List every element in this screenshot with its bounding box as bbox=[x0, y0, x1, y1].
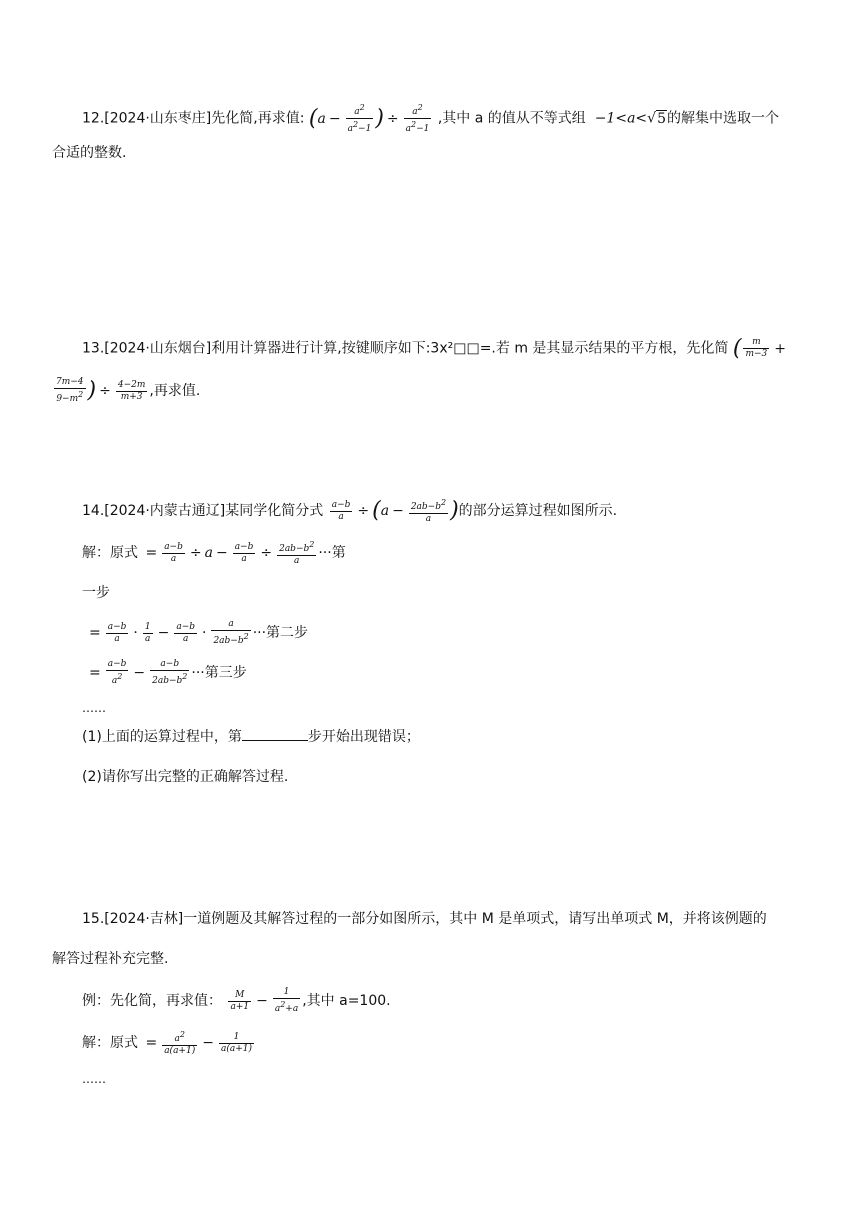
question-13-line2 bbox=[52, 377, 200, 405]
question-14-solution-label: 解：原式 bbox=[82, 545, 138, 561]
question-14-sub1-prefix: (1)上面的运算过程中，第 bbox=[82, 729, 242, 745]
question-14-step1-tail: ···第 bbox=[318, 545, 346, 561]
question-13-line1 bbox=[82, 337, 789, 360]
question-14-sub2: (2)请你写出完整的正确解答过程. bbox=[82, 769, 289, 785]
question-14-suffix: 的部分运算过程如图所示. bbox=[458, 503, 618, 519]
question-14-ellipsis: …… bbox=[82, 701, 106, 715]
question-12-prefix: 12.[2024·山东枣庄]先化简,再求值: bbox=[82, 110, 305, 127]
question-14-step1 bbox=[82, 539, 346, 567]
question-12-line1 bbox=[82, 102, 779, 135]
question-15-ellipsis: …… bbox=[82, 1072, 106, 1086]
question-14-step2 bbox=[86, 619, 308, 647]
question-15-example-prefix: 例：先化简，再求值： bbox=[82, 993, 222, 1009]
question-15-line2: 解答过程补充完整. bbox=[52, 951, 169, 967]
question-12-line2: 合适的整数. bbox=[52, 145, 127, 161]
question-15-solution bbox=[82, 1029, 256, 1057]
question-14-prefix: 14.[2024·内蒙古通辽]某同学化简分式 bbox=[82, 503, 324, 519]
question-15-line1: 15.[2024·吉林]一道例题及其解答过程的一部分如图所示，其中 M 是单项式，请写出单项式 M，并将该例题的 bbox=[82, 911, 767, 927]
question-13-suffix: ,再求值. bbox=[149, 383, 201, 399]
question-14-step3-tail: ···第三步 bbox=[191, 665, 247, 681]
question-14-step2-tail: ···第二步 bbox=[252, 625, 309, 641]
question-12-mid: ,其中 a 的值从不等式组 bbox=[437, 110, 586, 127]
answer-blank[interactable] bbox=[242, 726, 308, 741]
question-14-step3-expression: = $\frac{a-b}{a^2}$ − $\frac{a-b}{2ab-b^2}$ bbox=[89, 659, 188, 686]
question-15-example-suffix: ,其中 a=100. bbox=[302, 993, 391, 1009]
question-15-example-expression: $\frac{M}{a+1}$ − $\frac{1}{a^2+a}$ bbox=[230, 987, 299, 1014]
question-12-expression: (a − $\frac{a^2}{a^2-1}$ ) ÷ $\frac{a^2}{a^2-1}$ bbox=[308, 103, 430, 134]
question-14-sub1-suffix: 步开始出现错误； bbox=[307, 729, 420, 745]
question-14-step3 bbox=[86, 659, 247, 687]
question-14-line1 bbox=[82, 497, 617, 525]
question-13-prefix: 13.[2024·山东烟台]利用计算器进行计算,按键顺序如下:3x²□□=.若 m 是其显示结果的平方根，先化简 bbox=[82, 340, 729, 357]
question-14-step2-expression: = $\frac{a-b}{a}$ · $\frac{1}{a}$ − $\frac{a-b}{a}$ · $\frac{a}{2ab-b^2}$ bbox=[89, 619, 249, 646]
question-13-expression-part1: ( $\frac{m}{m-3}$ + bbox=[732, 335, 787, 361]
question-14-step1-line2: 一步 bbox=[82, 585, 110, 601]
question-14-sub1 bbox=[82, 726, 420, 748]
question-14-step1-expression: = $\frac{a-b}{a}$ ÷ a − $\frac{a-b}{a}$ ÷ $\frac{2ab-b^2}{a}$ bbox=[145, 540, 315, 566]
question-12-suffix: 的解集中选取一个 bbox=[667, 110, 779, 127]
question-15-solution-label: 解：原式 bbox=[82, 1035, 138, 1051]
question-13-expression-part2: $\frac{7m-4}{9-m^2}$ ) ÷ $\frac{4-2m}{m+3}$ bbox=[56, 377, 146, 404]
question-15-example bbox=[82, 987, 391, 1015]
question-14-expression: $\frac{a-b}{a}$ ÷ (a − $\frac{2ab-b^2}{a}$ ) bbox=[331, 498, 459, 524]
question-12-inequality: −1<a<√5 bbox=[590, 110, 666, 127]
question-15-solution-expression: = $\frac{a^2}{a(a+1)}$ − $\frac{1}{a(a+1)}$ bbox=[145, 1030, 252, 1056]
